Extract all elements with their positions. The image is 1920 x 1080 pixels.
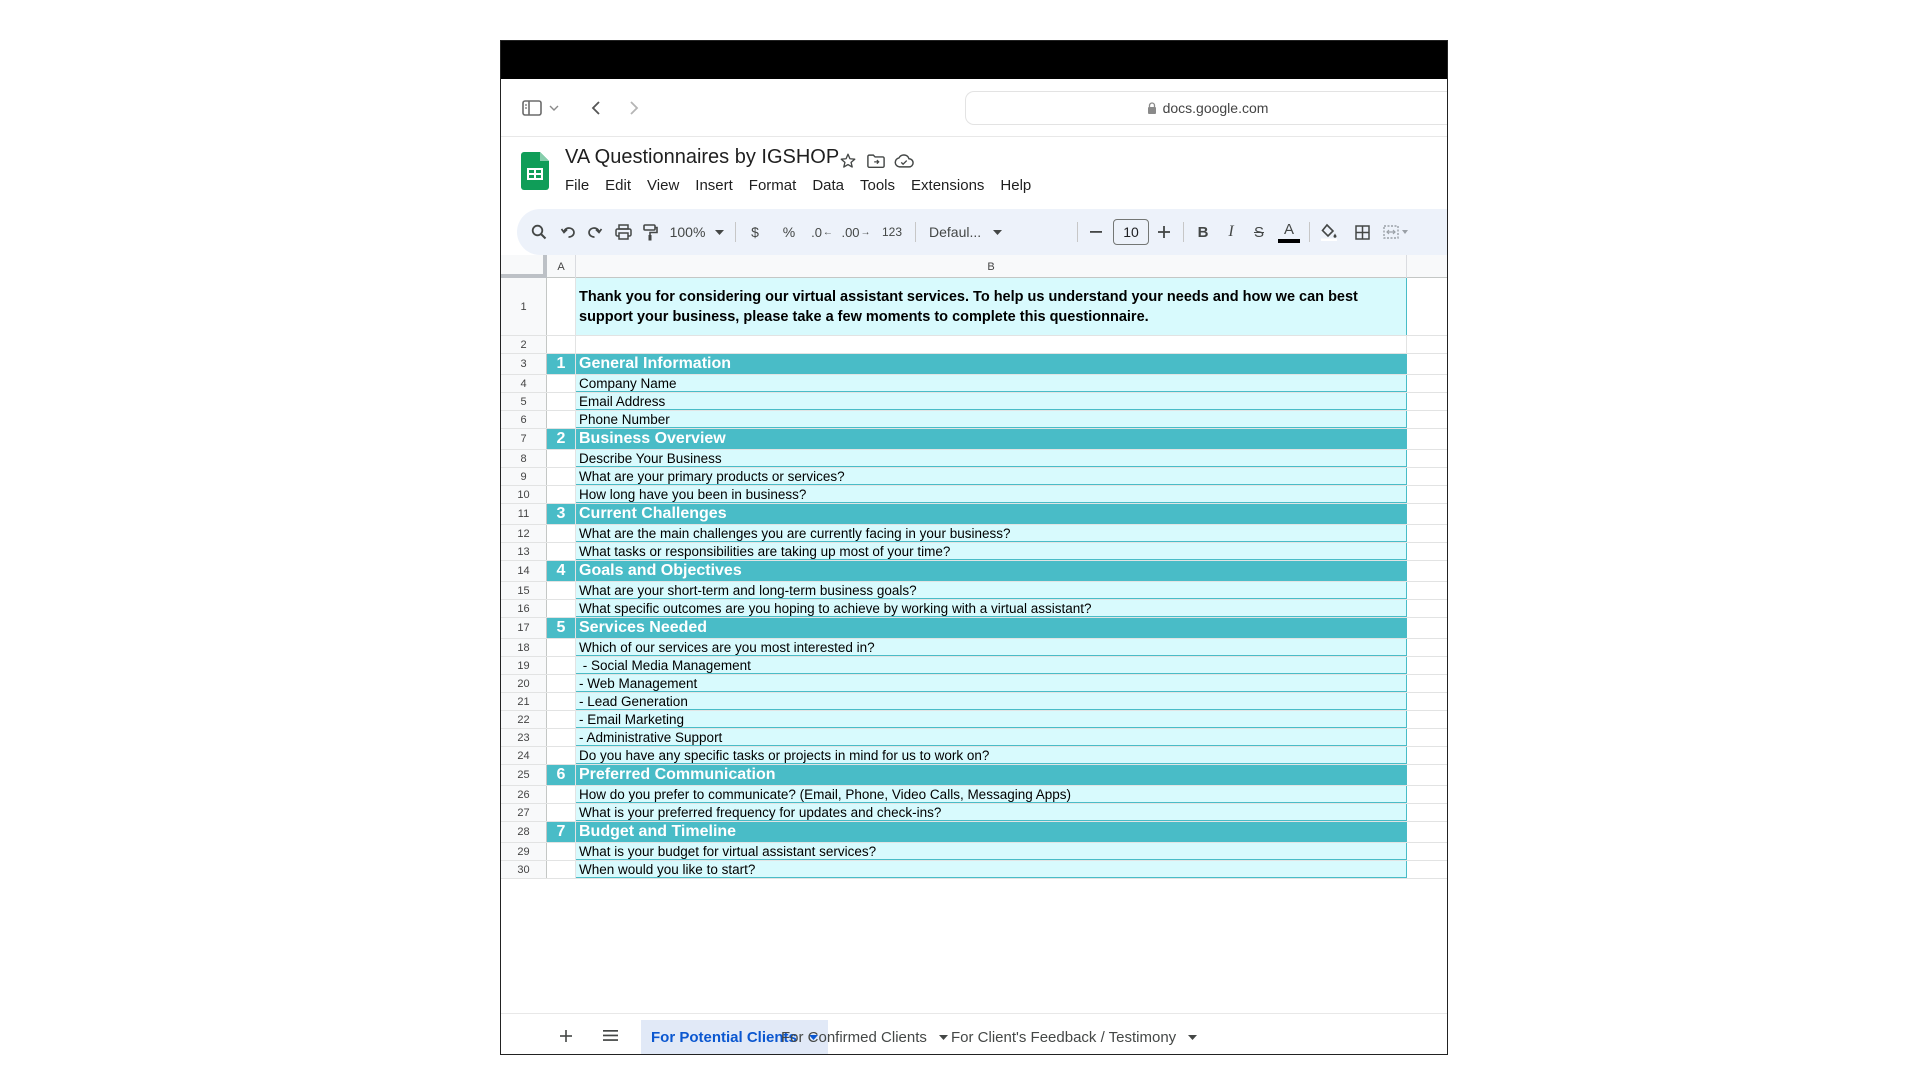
table-row xyxy=(501,675,1448,693)
cell-c[interactable] xyxy=(1407,786,1448,803)
row-header[interactable]: 12 xyxy=(501,525,547,542)
question-cell[interactable]: Email Address xyxy=(576,393,1407,410)
sheet-tab[interactable] xyxy=(941,1020,1207,1054)
cell-a[interactable] xyxy=(547,336,576,353)
section-header-row xyxy=(501,561,1448,582)
cell-c[interactable] xyxy=(1407,336,1448,353)
table-row xyxy=(501,278,1448,336)
question-cell[interactable] xyxy=(576,336,1407,353)
section-title-cell[interactable]: General Information xyxy=(576,354,1407,374)
cell-a[interactable] xyxy=(547,411,576,428)
column-header-b[interactable]: B xyxy=(576,255,1407,278)
cell-a[interactable] xyxy=(547,582,576,599)
cell-c[interactable] xyxy=(1407,393,1448,410)
merge-cells-icon[interactable] xyxy=(1379,209,1415,255)
row-header[interactable]: 9 xyxy=(501,468,547,485)
sheets-logo-icon[interactable] xyxy=(521,152,549,190)
section-title-cell[interactable]: Preferred Communication xyxy=(576,765,1407,785)
add-sheet-icon[interactable] xyxy=(553,1014,579,1055)
row-header[interactable]: 19 xyxy=(501,657,547,674)
menu-extensions[interactable]: Extensions xyxy=(911,177,985,194)
toolbar-divider xyxy=(1309,222,1310,242)
section-number-cell[interactable]: 5 xyxy=(547,618,576,638)
question-cell[interactable]: What are the main challenges you are currently facing in your business? xyxy=(576,525,1407,542)
cell-c[interactable] xyxy=(1407,429,1448,449)
toolbar-divider xyxy=(915,222,916,242)
row-header[interactable]: 25 xyxy=(501,765,547,785)
print-icon[interactable] xyxy=(611,209,635,255)
cell-c[interactable] xyxy=(1407,765,1448,785)
cell-c[interactable] xyxy=(1407,729,1448,746)
star-icon[interactable] xyxy=(837,150,859,172)
menu-file[interactable]: File xyxy=(565,177,590,194)
decrease-decimal-button[interactable] xyxy=(807,209,837,255)
italic-button[interactable] xyxy=(1219,209,1243,255)
table-row xyxy=(501,639,1448,657)
menu-insert[interactable]: Insert xyxy=(695,177,733,194)
decrease-decimal-label: .0 xyxy=(811,224,822,240)
italic-label: I xyxy=(1228,223,1234,240)
bold-label: B xyxy=(1197,223,1209,241)
section-header-row xyxy=(501,504,1448,525)
cell-c[interactable] xyxy=(1407,411,1448,428)
tab-caret-icon[interactable] xyxy=(1188,1035,1197,1040)
number-format-label: 123 xyxy=(881,225,903,239)
cell-a[interactable] xyxy=(547,693,576,710)
table-row xyxy=(501,468,1448,486)
cell-a[interactable] xyxy=(547,861,576,878)
text-color-label: A xyxy=(1283,220,1294,238)
menu-view[interactable]: View xyxy=(647,177,680,194)
row-header[interactable]: 14 xyxy=(501,561,547,581)
strikethrough-button[interactable] xyxy=(1247,209,1271,255)
left-arrow-icon: ← xyxy=(822,226,833,238)
screen-frame xyxy=(500,40,1448,1055)
document-title[interactable]: VA Questionnaires by IGSHOP xyxy=(565,146,840,168)
section-header-row xyxy=(501,354,1448,375)
table-row xyxy=(501,411,1448,429)
cell-c[interactable] xyxy=(1407,843,1448,860)
row-header[interactable]: 7 xyxy=(501,429,547,449)
question-cell[interactable]: Phone Number xyxy=(576,411,1407,428)
redo-icon[interactable] xyxy=(583,209,607,255)
cell-a[interactable] xyxy=(547,600,576,617)
table-row xyxy=(501,543,1448,561)
section-number-cell[interactable]: 6 xyxy=(547,765,576,785)
section-header-row xyxy=(501,618,1448,639)
cell-c[interactable] xyxy=(1407,543,1448,560)
cell-c[interactable] xyxy=(1407,561,1448,581)
section-title-cell[interactable]: Goals and Objectives xyxy=(576,561,1407,581)
question-cell[interactable]: - Web Management xyxy=(576,675,1407,692)
section-number-cell[interactable]: 7 xyxy=(547,822,576,842)
question-cell[interactable]: Do you have any specific tasks or projects in mind for us to work on? xyxy=(576,747,1407,764)
currency-label: $ xyxy=(751,224,759,240)
cell-c[interactable] xyxy=(1407,278,1448,335)
cell-a[interactable] xyxy=(547,278,576,335)
increase-font-size-button[interactable] xyxy=(1153,209,1175,255)
section-title-cell[interactable]: Budget and Timeline xyxy=(576,822,1407,842)
cell-c[interactable] xyxy=(1407,450,1448,467)
cell-c[interactable] xyxy=(1407,618,1448,638)
section-header-row xyxy=(501,765,1448,786)
browser-bar xyxy=(501,79,1447,137)
section-header-row xyxy=(501,429,1448,450)
row-header[interactable]: 26 xyxy=(501,786,547,803)
decrease-font-size-button[interactable] xyxy=(1085,209,1107,255)
table-row xyxy=(501,657,1448,675)
section-title-cell[interactable]: Current Challenges xyxy=(576,504,1407,524)
question-cell[interactable]: - Administrative Support xyxy=(576,729,1407,746)
row-header[interactable]: 11 xyxy=(501,504,547,524)
zoom-select[interactable] xyxy=(667,209,727,255)
increase-decimal-label: .00 xyxy=(841,224,860,240)
row-header[interactable]: 8 xyxy=(501,450,547,467)
cell-c[interactable] xyxy=(1407,804,1448,821)
question-cell[interactable]: Which of our services are you most interested in? xyxy=(576,639,1407,656)
spreadsheet-grid xyxy=(501,255,1448,1005)
table-row xyxy=(501,786,1448,804)
search-menus-icon[interactable] xyxy=(527,209,551,255)
table-row xyxy=(501,804,1448,822)
forward-icon[interactable] xyxy=(625,96,643,120)
cell-c[interactable] xyxy=(1407,525,1448,542)
font-family-value: Defaul... xyxy=(929,224,982,240)
table-row xyxy=(501,486,1448,504)
sheet-tab-bar xyxy=(501,1013,1447,1055)
intro-text-cell[interactable]: Thank you for considering our virtual assistant services. To help us understand your needs and how we can best support your business, please take a few moments to complete this questionnaire. xyxy=(576,278,1407,335)
toolbar-divider xyxy=(1183,222,1184,242)
text-color-swatch xyxy=(1278,239,1300,243)
cell-a[interactable] xyxy=(547,639,576,656)
cell-c[interactable] xyxy=(1407,822,1448,842)
url-text: docs.google.com xyxy=(1162,100,1269,116)
font-size-input[interactable] xyxy=(1113,219,1149,245)
section-title-cell[interactable]: Business Overview xyxy=(576,429,1407,449)
row-header[interactable]: 24 xyxy=(501,747,547,764)
sheet-tab-label: For Confirmed Clients xyxy=(781,1028,927,1046)
cell-a[interactable] xyxy=(547,747,576,764)
cell-a[interactable] xyxy=(547,393,576,410)
toolbar-divider xyxy=(1077,222,1078,242)
cloud-saved-icon[interactable] xyxy=(893,150,915,172)
table-row xyxy=(501,711,1448,729)
row-header[interactable]: 10 xyxy=(501,486,547,503)
table-row xyxy=(501,375,1448,393)
undo-icon[interactable] xyxy=(556,209,580,255)
question-cell[interactable]: What are your short-term and long-term business goals? xyxy=(576,582,1407,599)
section-number-cell[interactable]: 3 xyxy=(547,504,576,524)
menu-data[interactable]: Data xyxy=(812,177,844,194)
sheet-tab[interactable] xyxy=(771,1020,958,1054)
lock-icon xyxy=(1147,102,1157,114)
row-header[interactable]: 28 xyxy=(501,822,547,842)
cell-c[interactable] xyxy=(1407,504,1448,524)
question-cell[interactable]: What tasks or responsibilities are taking up most of your time? xyxy=(576,543,1407,560)
question-cell[interactable]: How do you prefer to communicate? (Email, Phone, Video Calls, Messaging Apps) xyxy=(576,786,1407,803)
percent-label: % xyxy=(782,224,796,240)
select-all-corner[interactable] xyxy=(501,255,547,278)
cell-c[interactable] xyxy=(1407,711,1448,728)
menu-edit[interactable]: Edit xyxy=(605,177,632,194)
address-bar[interactable] xyxy=(965,91,1448,125)
cell-c[interactable] xyxy=(1407,861,1448,878)
question-cell[interactable]: What is your preferred frequency for updates and check-ins? xyxy=(576,804,1407,821)
row-header[interactable]: 3 xyxy=(501,354,547,374)
table-row xyxy=(501,861,1448,879)
toolbar xyxy=(517,209,1448,255)
top-black-bar xyxy=(501,41,1447,79)
cell-c[interactable] xyxy=(1407,354,1448,374)
question-cell[interactable]: What is your budget for virtual assistant services? xyxy=(576,843,1407,860)
row-header[interactable]: 27 xyxy=(501,804,547,821)
sheet-tab-label: For Potential Clients xyxy=(651,1028,797,1046)
text-color-button[interactable] xyxy=(1275,209,1303,255)
table-row xyxy=(501,582,1448,600)
cell-a[interactable] xyxy=(547,486,576,503)
sheet-tab-label: For Client's Feedback / Testimony xyxy=(951,1028,1177,1046)
cell-a[interactable] xyxy=(547,375,576,392)
move-folder-icon[interactable] xyxy=(865,150,887,172)
sheets-header xyxy=(501,138,1447,208)
cell-a[interactable] xyxy=(547,468,576,485)
question-cell[interactable]: What are your primary products or services? xyxy=(576,468,1407,485)
table-row xyxy=(501,336,1448,354)
font-caret-icon xyxy=(993,230,1002,235)
row-header[interactable]: 18 xyxy=(501,639,547,656)
zoom-caret-icon xyxy=(715,230,724,235)
cell-c[interactable] xyxy=(1407,747,1448,764)
row-header[interactable]: 2 xyxy=(501,336,547,353)
section-number-cell[interactable]: 4 xyxy=(547,561,576,581)
font-family-select[interactable] xyxy=(921,209,1005,255)
question-cell[interactable]: Describe Your Business xyxy=(576,450,1407,467)
currency-format-button[interactable] xyxy=(743,209,767,255)
cell-a[interactable] xyxy=(547,804,576,821)
table-row xyxy=(501,843,1448,861)
row-header[interactable]: 30 xyxy=(501,861,547,878)
cell-a[interactable] xyxy=(547,450,576,467)
table-row xyxy=(501,693,1448,711)
question-cell[interactable]: - Lead Generation xyxy=(576,693,1407,710)
cell-c[interactable] xyxy=(1407,468,1448,485)
cell-c[interactable] xyxy=(1407,486,1448,503)
column-headers xyxy=(501,255,1448,278)
table-row xyxy=(501,600,1448,618)
fill-color-icon[interactable] xyxy=(1315,209,1343,255)
bold-button[interactable] xyxy=(1191,209,1215,255)
row-header[interactable]: 16 xyxy=(501,600,547,617)
row-header[interactable]: 13 xyxy=(501,543,547,560)
increase-decimal-button[interactable] xyxy=(839,209,873,255)
menu-bar xyxy=(557,174,1039,198)
row-header[interactable]: 6 xyxy=(501,411,547,428)
percent-format-button[interactable] xyxy=(777,209,801,255)
row-header[interactable]: 4 xyxy=(501,375,547,392)
borders-icon[interactable] xyxy=(1349,209,1375,255)
strikethrough-label: S xyxy=(1253,223,1264,241)
menu-tools[interactable]: Tools xyxy=(860,177,896,194)
section-number-cell[interactable]: 1 xyxy=(547,354,576,374)
cell-a[interactable] xyxy=(547,525,576,542)
cell-c[interactable] xyxy=(1407,600,1448,617)
table-row xyxy=(501,729,1448,747)
row-header[interactable]: 20 xyxy=(501,675,547,692)
table-row xyxy=(501,525,1448,543)
cell-c[interactable] xyxy=(1407,582,1448,599)
row-header[interactable]: 21 xyxy=(501,693,547,710)
row-header[interactable]: 23 xyxy=(501,729,547,746)
cell-c[interactable] xyxy=(1407,639,1448,656)
table-row xyxy=(501,450,1448,468)
question-cell[interactable]: What specific outcomes are you hoping to achieve by working with a virtual assistant? xyxy=(576,600,1407,617)
question-cell[interactable]: Company Name xyxy=(576,375,1407,392)
question-cell[interactable]: When would you like to start? xyxy=(576,861,1407,878)
cell-a[interactable] xyxy=(547,729,576,746)
row-header[interactable]: 1 xyxy=(501,278,547,335)
number-format-button[interactable] xyxy=(877,209,907,255)
all-sheets-icon[interactable] xyxy=(597,1014,623,1055)
font-size-value: 10 xyxy=(1123,224,1139,240)
question-cell[interactable]: How long have you been in business? xyxy=(576,486,1407,503)
rows-container xyxy=(501,278,1448,879)
cell-c[interactable] xyxy=(1407,375,1448,392)
zoom-value: 100% xyxy=(669,224,706,240)
sidebar-toggle-icon[interactable] xyxy=(519,96,545,120)
paint-format-icon[interactable] xyxy=(638,209,662,255)
row-header[interactable]: 15 xyxy=(501,582,547,599)
right-arrow-icon: → xyxy=(860,226,871,238)
row-header[interactable]: 22 xyxy=(501,711,547,728)
sidebar-menu-chevron-icon[interactable] xyxy=(547,96,561,120)
section-header-row xyxy=(501,822,1448,843)
question-cell[interactable]: - Social Media Management xyxy=(576,657,1407,674)
cell-c[interactable] xyxy=(1407,693,1448,710)
cell-a[interactable] xyxy=(547,675,576,692)
toolbar-divider xyxy=(735,222,736,242)
cell-c[interactable] xyxy=(1407,675,1448,692)
row-header[interactable]: 29 xyxy=(501,843,547,860)
table-row xyxy=(501,747,1448,765)
menu-format[interactable]: Format xyxy=(748,177,797,194)
table-row xyxy=(501,393,1448,411)
cell-a[interactable] xyxy=(547,657,576,674)
column-header-a[interactable]: A xyxy=(547,255,576,278)
back-icon[interactable] xyxy=(587,96,605,120)
section-number-cell[interactable]: 2 xyxy=(547,429,576,449)
cell-c[interactable] xyxy=(1407,657,1448,674)
cell-a[interactable] xyxy=(547,711,576,728)
row-header[interactable]: 17 xyxy=(501,618,547,638)
cell-a[interactable] xyxy=(547,843,576,860)
section-title-cell[interactable]: Services Needed xyxy=(576,618,1407,638)
cell-a[interactable] xyxy=(547,786,576,803)
menu-help[interactable]: Help xyxy=(1000,177,1032,194)
row-header[interactable]: 5 xyxy=(501,393,547,410)
question-cell[interactable]: - Email Marketing xyxy=(576,711,1407,728)
cell-a[interactable] xyxy=(547,543,576,560)
